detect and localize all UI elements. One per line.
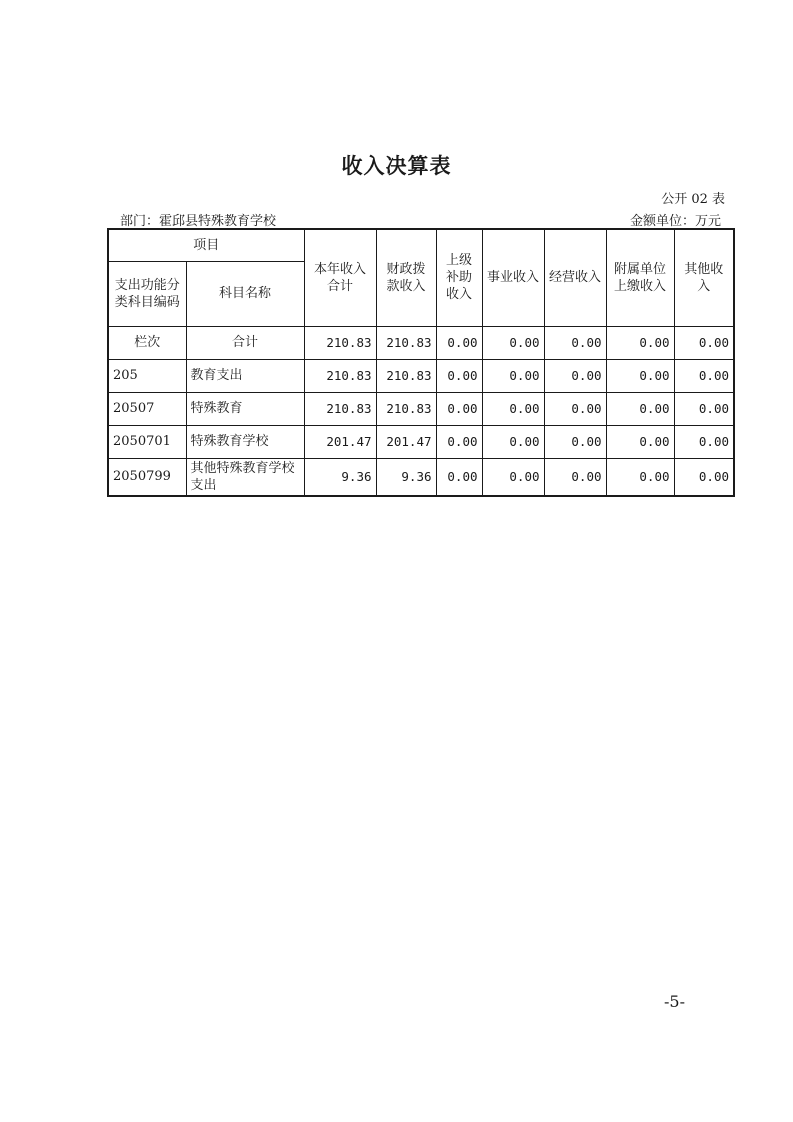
row-affiliated: 0.00 bbox=[606, 392, 674, 425]
header-superior: 上级补助收入 bbox=[436, 229, 482, 326]
row-business: 0.00 bbox=[482, 326, 544, 359]
row-fiscal: 210.83 bbox=[376, 326, 436, 359]
row-superior: 0.00 bbox=[436, 359, 482, 392]
row-affiliated: 0.00 bbox=[606, 425, 674, 458]
amount-unit-label: 金额单位：万元 bbox=[629, 214, 721, 229]
row-other: 0.00 bbox=[674, 326, 734, 359]
row-name: 特殊教育 bbox=[186, 392, 304, 425]
table-row bbox=[108, 392, 734, 425]
row-code: 2050701 bbox=[108, 425, 186, 458]
department-label: 部门：霍邱县特殊教育学校 bbox=[120, 214, 277, 229]
row-name: 教育支出 bbox=[186, 359, 304, 392]
row-business: 0.00 bbox=[482, 458, 544, 496]
row-name: 其他特殊教育学校支出 bbox=[186, 458, 304, 496]
row-name: 合计 bbox=[186, 326, 304, 359]
row-business: 0.00 bbox=[482, 392, 544, 425]
table-row bbox=[108, 458, 734, 496]
header-name: 科目名称 bbox=[186, 261, 304, 326]
table-row bbox=[108, 326, 734, 359]
row-operating: 0.00 bbox=[544, 425, 606, 458]
row-code: 栏次 bbox=[108, 326, 186, 359]
page-title: 收入决算表 bbox=[341, 154, 452, 178]
row-other: 0.00 bbox=[674, 425, 734, 458]
row-superior: 0.00 bbox=[436, 392, 482, 425]
row-total: 210.83 bbox=[304, 392, 376, 425]
row-superior: 0.00 bbox=[436, 425, 482, 458]
row-other: 0.00 bbox=[674, 359, 734, 392]
row-affiliated: 0.00 bbox=[606, 359, 674, 392]
row-total: 210.83 bbox=[304, 359, 376, 392]
table-row bbox=[108, 425, 734, 458]
table-row bbox=[108, 359, 734, 392]
header-business: 事业收入 bbox=[482, 229, 544, 326]
row-code: 2050799 bbox=[108, 458, 186, 496]
form-number: 公开 02 表 bbox=[661, 192, 725, 207]
row-affiliated: 0.00 bbox=[606, 326, 674, 359]
header-other: 其他收入 bbox=[674, 229, 734, 326]
row-operating: 0.00 bbox=[544, 392, 606, 425]
row-code: 20507 bbox=[108, 392, 186, 425]
row-name: 特殊教育学校 bbox=[186, 425, 304, 458]
row-fiscal: 9.36 bbox=[376, 458, 436, 496]
row-fiscal: 201.47 bbox=[376, 425, 436, 458]
row-total: 9.36 bbox=[304, 458, 376, 496]
header-total: 本年收入合计 bbox=[304, 229, 376, 326]
row-operating: 0.00 bbox=[544, 458, 606, 496]
header-operating: 经营收入 bbox=[544, 229, 606, 326]
page-number: -5- bbox=[664, 992, 685, 1011]
row-operating: 0.00 bbox=[544, 359, 606, 392]
row-affiliated: 0.00 bbox=[606, 458, 674, 496]
row-total: 210.83 bbox=[304, 326, 376, 359]
row-other: 0.00 bbox=[674, 392, 734, 425]
row-business: 0.00 bbox=[482, 425, 544, 458]
row-business: 0.00 bbox=[482, 359, 544, 392]
row-fiscal: 210.83 bbox=[376, 392, 436, 425]
row-total: 201.47 bbox=[304, 425, 376, 458]
row-superior: 0.00 bbox=[436, 326, 482, 359]
header-fiscal: 财政拨款收入 bbox=[376, 229, 436, 326]
row-other: 0.00 bbox=[674, 458, 734, 496]
row-operating: 0.00 bbox=[544, 326, 606, 359]
header-code: 支出功能分类科目编码 bbox=[108, 261, 186, 326]
row-fiscal: 210.83 bbox=[376, 359, 436, 392]
row-superior: 0.00 bbox=[436, 458, 482, 496]
row-code: 205 bbox=[108, 359, 186, 392]
header-project: 项目 bbox=[108, 229, 304, 261]
income-table bbox=[107, 228, 735, 497]
header-affiliated: 附属单位上缴收入 bbox=[606, 229, 674, 326]
